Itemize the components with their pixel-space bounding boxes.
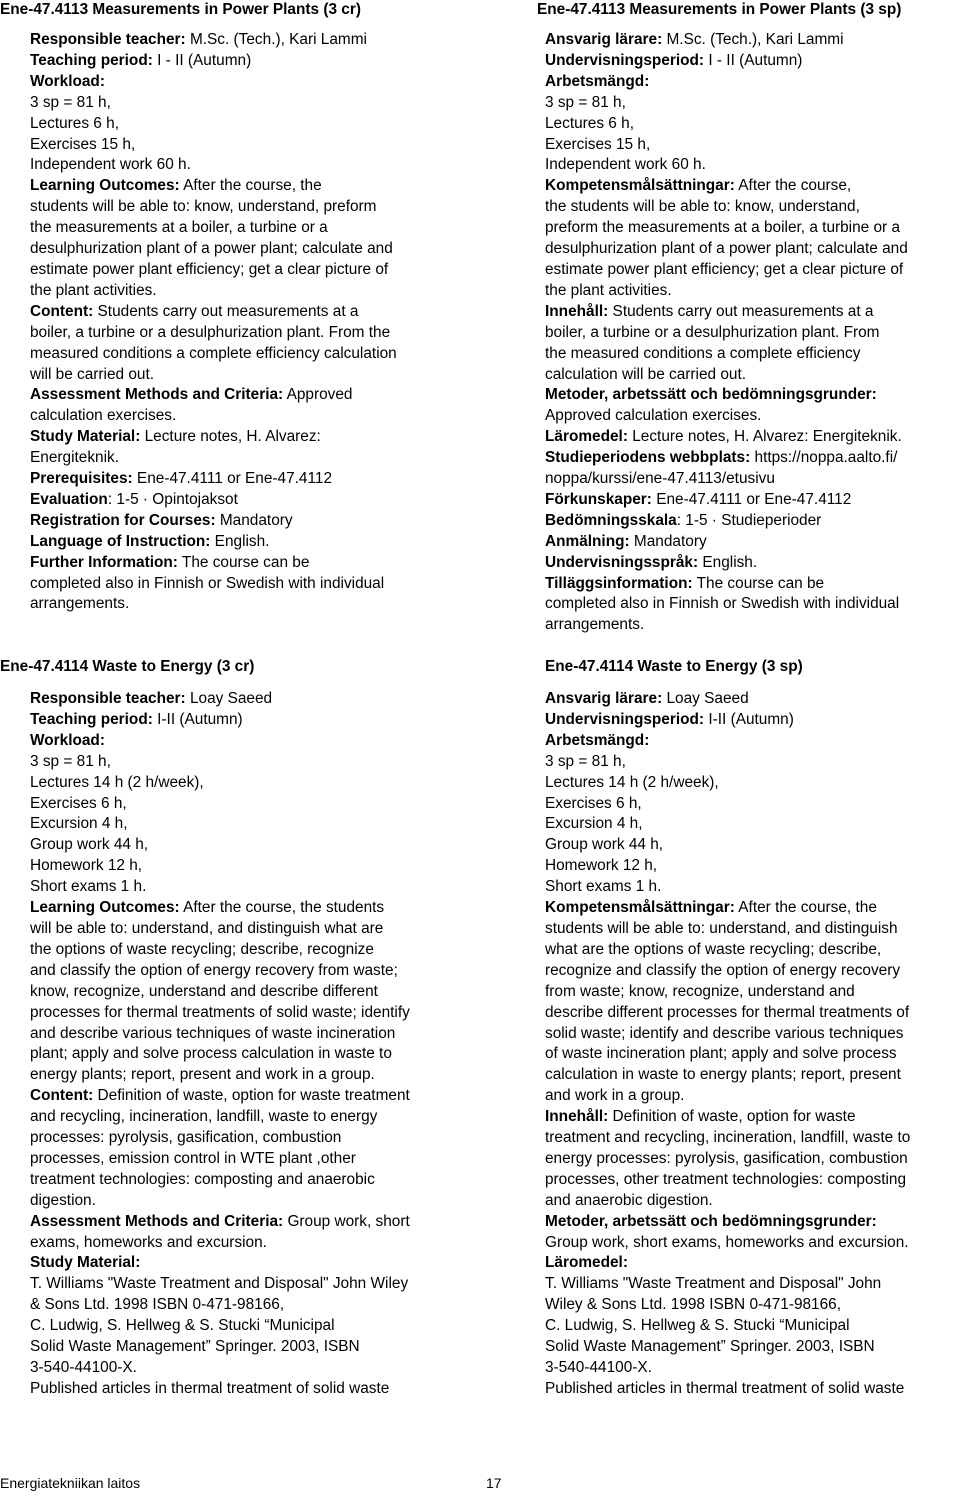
field-label: Assessment Methods and Criteria:	[30, 1212, 284, 1230]
detail-line	[545, 835, 960, 856]
detail-line	[30, 1358, 470, 1379]
field-text: Independent work 60 h.	[30, 156, 191, 174]
field-text: noppa/kurssi/ene-47.4113/etusivu	[545, 470, 775, 488]
field-text: Lectures 6 h,	[545, 114, 634, 132]
detail-line	[30, 281, 470, 302]
detail-line	[30, 1379, 470, 1400]
field-text: digestion.	[30, 1191, 96, 1209]
field-text: the students will be able to: know, understand,	[545, 198, 860, 216]
field-text: 3-540-44100-X.	[545, 1359, 652, 1376]
field-label: Assessment Methods and Criteria:	[30, 386, 284, 404]
detail-line	[30, 940, 470, 961]
detail-line	[30, 1253, 470, 1274]
field-label: Language of Instruction:	[30, 532, 211, 550]
field-text: arrangements.	[30, 595, 130, 613]
detail-line	[30, 1003, 470, 1024]
field-text: Published articles in thermal treatment of solid waste	[30, 1379, 390, 1397]
detail-line	[30, 1044, 470, 1065]
field-label: Kompetensmålsättningar:	[545, 177, 735, 195]
field-label: Undervisningsperiod:	[545, 710, 705, 728]
detail-line	[545, 93, 960, 114]
detail-line	[30, 856, 470, 877]
field-text: 3 sp = 81 h,	[545, 93, 626, 111]
field-label: Studieperiodens webbplats:	[545, 449, 751, 467]
field-text: After the course, the	[734, 899, 877, 917]
detail-line	[545, 1149, 960, 1170]
field-text: calculation in waste to energy plants; report, present	[545, 1066, 901, 1084]
detail-line	[30, 365, 470, 386]
detail-line	[30, 532, 470, 553]
detail-line	[545, 1191, 960, 1212]
course-details	[545, 689, 960, 1400]
field-text: the measurements at a boiler, a turbine or a	[30, 219, 328, 237]
field-label: Workload:	[30, 72, 105, 90]
field-label: Learning Outcomes:	[30, 177, 180, 195]
field-text: T. Williams "Waste Treatment and Disposal" John Wiley	[30, 1275, 409, 1293]
detail-line	[545, 1044, 960, 1065]
detail-line	[30, 1086, 470, 1107]
detail-line	[545, 490, 960, 511]
field-text: I-II (Autumn)	[704, 710, 794, 728]
course-details	[30, 689, 470, 1400]
detail-line	[545, 1358, 960, 1379]
field-label: Arbetsmängd:	[545, 72, 650, 90]
detail-line	[30, 835, 470, 856]
detail-line	[30, 260, 470, 281]
field-text: boiler, a turbine or a desulphurization plant. From the	[30, 323, 391, 341]
detail-line	[30, 406, 470, 427]
field-text: Solid Waste Management” Springer. 2003, ISBN	[30, 1338, 360, 1356]
field-label: Förkunskaper:	[545, 490, 652, 508]
field-text: C. Ludwig, S. Hellweg & S. Stucki “Municipal	[545, 1317, 850, 1335]
detail-line	[30, 1065, 470, 1086]
detail-line	[545, 1295, 960, 1316]
detail-line	[30, 1128, 470, 1149]
field-label: Content:	[30, 302, 94, 320]
detail-line	[545, 114, 960, 135]
field-label: Anmälning:	[545, 532, 630, 550]
field-text: processes: pyrolysis, gasification, combustion	[30, 1129, 342, 1147]
field-label: Learning Outcomes:	[30, 899, 180, 917]
course-title: Ene-47.4114 Waste to Energy (3 sp)	[545, 658, 803, 675]
detail-line	[545, 260, 960, 281]
detail-line	[30, 1191, 470, 1212]
detail-line	[545, 1086, 960, 1107]
detail-line	[30, 982, 470, 1003]
detail-line	[545, 511, 960, 532]
field-text: Homework 12 h,	[545, 857, 658, 875]
field-label: Metoder, arbetssätt och bedömningsgrunder:	[545, 1212, 877, 1230]
field-text: solid waste; identify and describe various techniques	[545, 1024, 904, 1042]
field-label: Responsible teacher:	[30, 31, 186, 48]
detail-line	[545, 135, 960, 156]
detail-line	[30, 1107, 470, 1128]
field-text: will be carried out.	[30, 365, 155, 383]
field-text: Approved calculation exercises.	[545, 407, 762, 425]
field-text: and anaerobic digestion.	[545, 1191, 713, 1209]
detail-line	[545, 365, 960, 386]
field-text: and describe various techniques of waste incineration	[30, 1024, 396, 1042]
field-text: describe different processes for thermal treatments of	[545, 1003, 910, 1021]
field-text: After the course, the students	[179, 899, 385, 917]
field-text: boiler, a turbine or a desulphurization plant. From	[545, 323, 880, 341]
field-text: Ene-47.4111 or Ene-47.4112	[132, 470, 333, 488]
field-text: Mandatory	[629, 532, 707, 550]
field-text: measured conditions a complete efficiency calculation	[30, 344, 397, 362]
detail-line	[30, 1295, 470, 1316]
field-text: processes for thermal treatments of solid waste; identify	[30, 1003, 410, 1021]
field-label: Evaluation	[30, 490, 108, 508]
detail-line	[30, 1337, 470, 1358]
course-entry	[537, 0, 960, 21]
detail-line	[30, 553, 470, 574]
detail-line	[545, 794, 960, 815]
detail-line	[30, 1316, 470, 1337]
detail-line	[545, 814, 960, 835]
field-text: estimate power plant efficiency; get a clear picture of	[545, 260, 904, 278]
field-text: After the course,	[734, 177, 852, 195]
detail-line	[30, 752, 470, 773]
field-text: Exercises 15 h,	[545, 135, 651, 153]
field-text: Lectures 14 h (2 h/week),	[30, 773, 204, 791]
detail-line	[545, 427, 960, 448]
detail-line	[30, 469, 470, 490]
field-text: Lecture notes, H. Alvarez: Energiteknik.	[627, 428, 902, 446]
detail-line	[545, 239, 960, 260]
field-text: processes, other treatment technologies: composting	[545, 1170, 907, 1188]
field-text: Group work, short	[283, 1212, 410, 1230]
detail-line	[30, 794, 470, 815]
field-text: the measured conditions a complete efficiency	[545, 344, 861, 362]
field-text: Lectures 14 h (2 h/week),	[545, 773, 719, 791]
detail-line	[30, 72, 470, 93]
field-text: calculation exercises.	[30, 407, 177, 425]
detail-line	[30, 1233, 470, 1254]
field-label: Undervisningsperiod:	[545, 51, 705, 69]
field-text: students will be able to: understand, and distinguish	[545, 919, 898, 937]
detail-line	[545, 752, 960, 773]
field-text: English.	[210, 532, 270, 550]
field-text: Excursion 4 h,	[30, 815, 128, 833]
detail-line	[30, 1274, 470, 1295]
detail-line	[30, 773, 470, 794]
detail-line	[545, 1274, 960, 1295]
field-text: C. Ludwig, S. Hellweg & S. Stucki “Municipal	[30, 1317, 335, 1335]
field-label: Further Information:	[30, 553, 178, 571]
field-text: Exercises 6 h,	[545, 794, 642, 812]
field-text: Definition of waste, option for waste treatment	[93, 1087, 410, 1105]
field-label: Prerequisites:	[30, 470, 133, 488]
detail-line	[545, 961, 960, 982]
field-text: : 1-5 · Studieperioder	[676, 511, 822, 529]
field-text: 3 sp = 81 h,	[545, 752, 626, 770]
field-text: estimate power plant efficiency; get a clear picture of	[30, 260, 389, 278]
detail-line	[545, 1212, 960, 1233]
field-text: energy plants; report, present and work in a group.	[30, 1066, 375, 1084]
field-text: completed also in Finnish or Swedish with individual	[30, 574, 385, 592]
field-text: treatment technologies: composting and anaerobic	[30, 1170, 375, 1188]
detail-line	[545, 710, 960, 731]
course-entry	[545, 657, 960, 678]
field-text: Energiteknik.	[30, 449, 119, 467]
detail-line	[30, 155, 470, 176]
detail-line	[545, 773, 960, 794]
field-text: : 1-5 · Opintojaksot	[107, 490, 238, 508]
detail-line	[30, 731, 470, 752]
field-text: desulphurization plant of a power plant; calculate and	[30, 240, 393, 258]
field-text: of waste incineration plant; apply and solve process	[545, 1045, 897, 1063]
detail-line	[545, 1253, 960, 1274]
detail-line	[545, 469, 960, 490]
field-text: After the course, the	[179, 177, 322, 195]
field-label: Teaching period:	[30, 710, 153, 728]
detail-line	[545, 323, 960, 344]
field-text: 3-540-44100-X.	[30, 1359, 137, 1376]
field-text: 3 sp = 81 h,	[30, 752, 111, 770]
detail-line	[30, 323, 470, 344]
detail-line	[545, 553, 960, 574]
field-label: Metoder, arbetssätt och bedömningsgrunder:	[545, 386, 877, 404]
field-text: the plant activities.	[30, 281, 157, 299]
detail-line	[30, 574, 470, 595]
detail-line	[545, 594, 960, 615]
field-text: Short exams 1 h.	[545, 878, 662, 896]
field-text: Students carry out measurements at a	[93, 302, 359, 320]
detail-line	[545, 1003, 960, 1024]
field-label: Innehåll:	[545, 1108, 609, 1126]
detail-line	[30, 114, 470, 135]
field-text: the options of waste recycling; describe, recognize	[30, 940, 374, 958]
detail-line	[30, 919, 470, 940]
field-text: completed also in Finnish or Swedish with individual	[545, 595, 900, 613]
field-text: Homework 12 h,	[30, 857, 143, 875]
course-title: Ene-47.4114 Waste to Energy (3 cr)	[0, 658, 255, 675]
detail-line	[545, 615, 960, 636]
field-text: Group work 44 h,	[30, 836, 149, 854]
detail-line	[545, 51, 960, 72]
detail-line	[30, 239, 470, 260]
detail-line	[545, 155, 960, 176]
detail-line	[545, 1024, 960, 1045]
field-text: know, recognize, understand and describe different	[30, 982, 378, 1000]
field-text: Group work, short exams, homeworks and excursion.	[545, 1233, 909, 1251]
field-text: energy processes: pyrolysis, gasification, combustion	[545, 1149, 908, 1167]
detail-line	[545, 1337, 960, 1358]
detail-line	[30, 197, 470, 218]
detail-line	[30, 176, 470, 197]
field-label: Läromedel:	[545, 1254, 628, 1272]
detail-line	[545, 1107, 960, 1128]
field-label: Registration for Courses:	[30, 511, 216, 529]
detail-line	[30, 1149, 470, 1170]
field-text: and work in a group.	[545, 1087, 685, 1105]
detail-line	[30, 218, 470, 239]
field-text: Ene-47.4111 or Ene-47.4112	[651, 490, 852, 508]
detail-line	[545, 982, 960, 1003]
field-label: Content:	[30, 1087, 94, 1105]
detail-line	[30, 961, 470, 982]
field-label: Study Material:	[30, 428, 141, 446]
field-text: Short exams 1 h.	[30, 878, 147, 896]
field-text: and recycling, incineration, landfill, waste to energy	[30, 1108, 378, 1126]
field-label: Kompetensmålsättningar:	[545, 899, 735, 917]
field-text: Lectures 6 h,	[30, 114, 119, 132]
field-text: I - II (Autumn)	[704, 51, 803, 69]
field-text: Mandatory	[215, 511, 293, 529]
detail-line	[545, 532, 960, 553]
field-label: Bedömningsskala	[545, 511, 677, 529]
detail-line	[30, 877, 470, 898]
field-label: Teaching period:	[30, 51, 153, 69]
detail-line	[30, 344, 470, 365]
field-text: the plant activities.	[545, 281, 672, 299]
field-text: preform the measurements at a boiler, a turbine or a	[545, 219, 901, 237]
field-text: desulphurization plant of a power plant; calculate and	[545, 240, 908, 258]
field-label: Tilläggsinformation:	[545, 574, 693, 592]
detail-line	[545, 281, 960, 302]
field-label: Undervisningsspråk:	[545, 553, 699, 571]
detail-line	[545, 689, 960, 710]
detail-line	[30, 302, 470, 323]
field-text: Loay Saeed	[185, 690, 273, 707]
field-text: M.Sc. (Tech.), Kari Lammi	[185, 31, 367, 48]
detail-line	[545, 919, 960, 940]
field-label: Läromedel:	[545, 428, 628, 446]
detail-line	[30, 594, 470, 615]
field-text: and classify the option of energy recovery from waste;	[30, 961, 398, 979]
detail-line	[545, 1128, 960, 1149]
detail-line	[545, 877, 960, 898]
field-text: what are the options of waste recycling; describe,	[545, 940, 882, 958]
detail-line	[545, 406, 960, 427]
field-text: from waste; know, recognize, understand and	[545, 982, 855, 1000]
field-text: 3 sp = 81 h,	[30, 93, 111, 111]
field-label: Workload:	[30, 731, 105, 749]
field-text: arrangements.	[545, 616, 645, 634]
field-text: https://noppa.aalto.fi/	[750, 449, 898, 467]
detail-line	[545, 1233, 960, 1254]
field-text: calculation will be carried out.	[545, 365, 747, 383]
detail-line	[545, 1065, 960, 1086]
field-text: Published articles in thermal treatment of solid waste	[545, 1379, 905, 1397]
detail-line	[545, 302, 960, 323]
detail-line	[545, 72, 960, 93]
detail-line	[30, 427, 470, 448]
course-title: Ene-47.4113 Measurements in Power Plants (3 cr)	[0, 1, 361, 18]
detail-line	[545, 1316, 960, 1337]
field-text: Excursion 4 h,	[545, 815, 643, 833]
detail-line	[30, 93, 470, 114]
field-label: Arbetsmängd:	[545, 731, 650, 749]
detail-line	[545, 1170, 960, 1191]
field-text: & Sons Ltd. 1998 ISBN 0-471-98166,	[30, 1296, 285, 1314]
field-text: Solid Waste Management” Springer. 2003, ISBN	[545, 1338, 875, 1356]
detail-line	[30, 689, 470, 710]
detail-line	[30, 1024, 470, 1045]
field-label: Study Material:	[30, 1254, 141, 1272]
detail-line	[545, 731, 960, 752]
detail-line	[30, 710, 470, 731]
field-text: T. Williams "Waste Treatment and Disposal" John	[545, 1275, 882, 1293]
detail-line	[545, 898, 960, 919]
course-details	[30, 30, 470, 615]
detail-line	[30, 490, 470, 511]
detail-line	[545, 1379, 960, 1400]
field-label: Responsible teacher:	[30, 690, 186, 707]
detail-line	[30, 51, 470, 72]
detail-line	[30, 898, 470, 919]
course-details	[545, 30, 960, 636]
field-text: Exercises 6 h,	[30, 794, 127, 812]
course-entry	[0, 657, 470, 678]
detail-line	[545, 856, 960, 877]
field-text: Wiley & Sons Ltd. 1998 ISBN 0-471-98166,	[545, 1296, 842, 1314]
field-text: students will be able to: know, understand, preform	[30, 198, 377, 216]
field-text: will be able to: understand, and distinguish what are	[30, 919, 384, 937]
field-text: plant; apply and solve process calculation in waste to	[30, 1045, 392, 1063]
course-title: Ene-47.4113 Measurements in Power Plants (3 sp)	[537, 1, 902, 18]
field-text: M.Sc. (Tech.), Kari Lammi	[662, 31, 844, 48]
field-text: Loay Saeed	[662, 690, 749, 707]
field-text: The course can be	[692, 574, 825, 592]
detail-line	[545, 940, 960, 961]
detail-line	[30, 814, 470, 835]
field-label: Ansvarig lärare:	[545, 690, 663, 707]
field-label: Ansvarig lärare:	[545, 31, 663, 48]
detail-line	[545, 218, 960, 239]
detail-line	[30, 1170, 470, 1191]
detail-line	[30, 448, 470, 469]
detail-line	[30, 511, 470, 532]
field-text: treatment and recycling, incineration, landfill, waste to	[545, 1129, 911, 1147]
detail-line	[30, 135, 470, 156]
field-text: Approved	[283, 386, 353, 404]
detail-line	[30, 1212, 470, 1233]
field-text: Independent work 60 h.	[545, 156, 706, 174]
detail-line	[545, 176, 960, 197]
field-text: recognize and classify the option of energy recovery	[545, 961, 901, 979]
detail-line	[545, 197, 960, 218]
field-text: Students carry out measurements at a	[608, 302, 874, 320]
field-text: Definition of waste, option for waste	[608, 1108, 856, 1126]
field-text: processes, emission control in WTE plant ,other	[30, 1149, 356, 1167]
detail-line	[545, 344, 960, 365]
field-text: I-II (Autumn)	[152, 710, 243, 728]
department-name: Energiatekniikan laitos	[0, 1475, 141, 1491]
detail-line	[545, 574, 960, 595]
detail-line	[545, 385, 960, 406]
field-text: Lecture notes, H. Alvarez:	[140, 428, 321, 446]
field-label: Innehåll:	[545, 302, 609, 320]
detail-line	[30, 30, 470, 51]
field-text: exams, homeworks and excursion.	[30, 1233, 267, 1251]
field-text: English.	[698, 553, 758, 571]
detail-line	[545, 30, 960, 51]
field-text: Exercises 15 h,	[30, 135, 136, 153]
detail-line	[30, 385, 470, 406]
field-text: Group work 44 h,	[545, 836, 664, 854]
detail-line	[545, 448, 960, 469]
field-text: I - II (Autumn)	[152, 51, 252, 69]
page-number: 17	[486, 1475, 502, 1491]
field-text: The course can be	[177, 553, 310, 571]
